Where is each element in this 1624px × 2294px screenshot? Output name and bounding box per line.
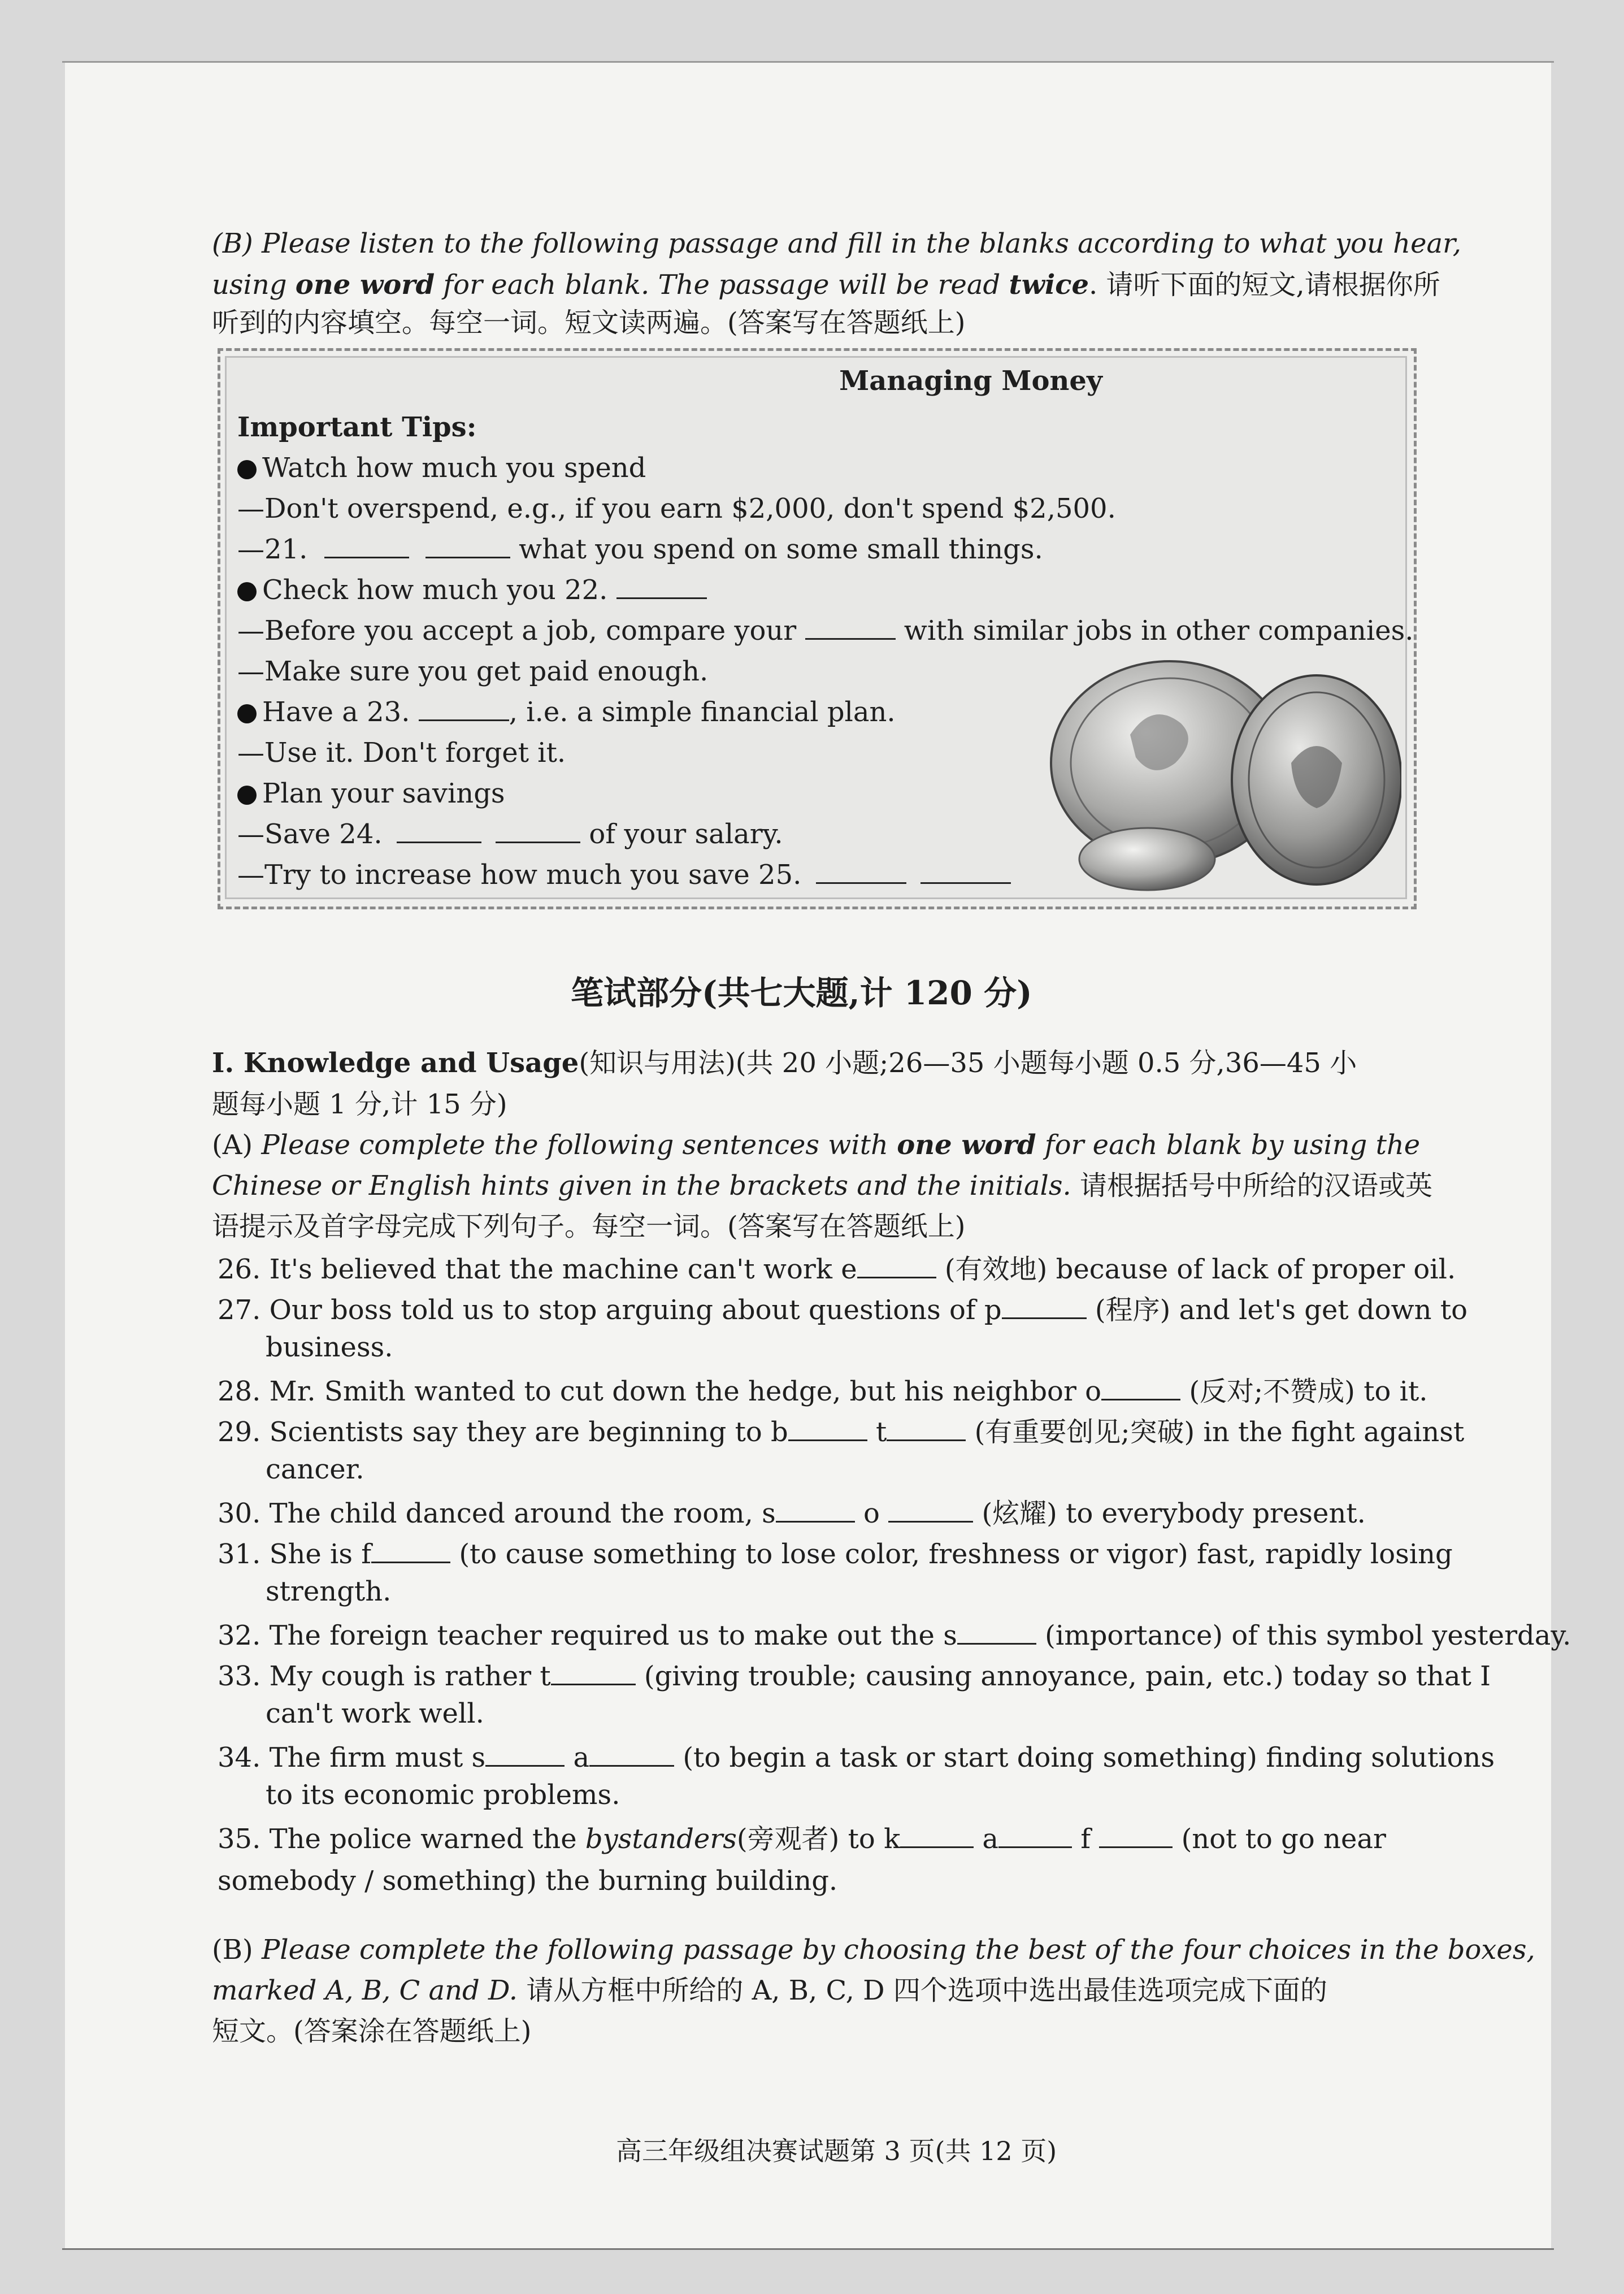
text: a	[573, 1742, 590, 1773]
answer-blank[interactable]	[920, 861, 1011, 884]
answer-blank[interactable]	[1002, 1296, 1087, 1319]
question-31-cont: strength.	[266, 1576, 392, 1607]
answer-blank[interactable]	[1099, 1825, 1173, 1848]
text: (not to go near	[1181, 1823, 1386, 1855]
text: (旁观者) to k	[736, 1823, 901, 1855]
answer-blank[interactable]	[887, 1418, 966, 1441]
text: Check how much you 22.	[262, 574, 608, 606]
answer-blank[interactable]	[551, 1662, 636, 1685]
question-28	[218, 1371, 1428, 1412]
text: (giving trouble; causing annoyance, pain, etc.) today so that I	[644, 1660, 1491, 1692]
part1-a-instruction-line2	[212, 1165, 1433, 1206]
tip-line: —Use it. Don't forget it.	[237, 737, 566, 769]
bullet-icon	[237, 786, 257, 805]
question-26	[218, 1249, 1456, 1290]
answer-blank[interactable]	[616, 576, 707, 599]
question-31	[218, 1534, 1453, 1575]
answer-blank[interactable]	[324, 535, 409, 558]
text: bystanders	[585, 1823, 737, 1855]
text: 32. The foreign teacher required us to make out the s	[218, 1620, 957, 1651]
text: using	[212, 269, 296, 301]
answer-blank[interactable]	[485, 1744, 565, 1767]
text: (importance) of this symbol yesterday.	[1045, 1620, 1571, 1651]
text: what you spend on some small things.	[519, 534, 1043, 565]
text: 30. The child danced around the room, s	[218, 1498, 776, 1529]
text: 请从方框中所给的 A, B, C, D 四个选项中选出最佳选项完成下面的	[518, 1975, 1327, 2006]
answer-blank[interactable]	[371, 1540, 450, 1563]
tip-line	[237, 696, 896, 728]
question-33	[218, 1656, 1491, 1697]
text: 请根据括号中所给的汉语或英	[1071, 1170, 1433, 1202]
part-b-instruction-line1	[212, 1929, 1535, 1970]
answer-blank[interactable]	[957, 1621, 1036, 1645]
text: 33. My cough is rather t	[218, 1660, 551, 1692]
text: —21.	[237, 534, 308, 565]
text: o	[863, 1498, 880, 1529]
question-29	[218, 1412, 1465, 1452]
tip-line	[237, 534, 1043, 565]
text: —Try to increase how much you save 25.	[237, 859, 802, 891]
text: a	[982, 1823, 999, 1855]
text: . 请听下面的短文,请根据你所	[1089, 269, 1440, 301]
text: one word	[897, 1129, 1036, 1161]
part1-heading-line2: 题每小题 1 分,计 15 分)	[212, 1089, 507, 1120]
tip-line	[237, 818, 783, 850]
part1-a-instruction-line1	[212, 1125, 1421, 1165]
question-33-cont: can't work well.	[266, 1698, 484, 1729]
page-footer: 高三年级组决赛试题第 3 页(共 12 页)	[616, 2136, 1057, 2166]
tip-line	[237, 452, 646, 484]
text: Please complete the following passage by choosing the best of the four choices in the boxes,	[261, 1934, 1535, 1966]
question-27	[218, 1290, 1468, 1330]
question-34-cont: to its economic problems.	[266, 1779, 620, 1811]
bullet-icon	[237, 582, 257, 601]
answer-blank[interactable]	[888, 1499, 973, 1523]
text: twice	[1009, 269, 1089, 301]
text: (反对;不赞成) to it.	[1189, 1376, 1428, 1407]
text: one word	[295, 269, 435, 301]
text: 35. The police warned the	[218, 1823, 585, 1855]
listening-instruction-line2	[212, 264, 1440, 305]
answer-blank[interactable]	[776, 1499, 855, 1523]
text: 29. Scientists say they are beginning to b	[218, 1416, 788, 1448]
text: (炫耀) to everybody present.	[982, 1498, 1366, 1529]
text: 27. Our boss told us to stop arguing about questions of p	[218, 1294, 1002, 1326]
text: 26. It's believed that the machine can't work e	[218, 1254, 857, 1285]
text: 31. She is f	[218, 1538, 372, 1570]
question-32	[218, 1615, 1571, 1656]
text: marked A, B, C and D.	[212, 1975, 518, 2006]
question-27-cont: business.	[266, 1332, 393, 1363]
text: with similar jobs in other companies.	[904, 615, 1414, 647]
question-29-cont: cancer.	[266, 1454, 364, 1485]
tip-line: —Don't overspend, e.g., if you earn $2,000, don't spend $2,500.	[237, 493, 1116, 524]
part-b-instruction-line2	[212, 1970, 1413, 2011]
listening-instruction-line1: (B) Please listen to the following passage and fill in the blanks according to what you hear,	[212, 228, 1462, 259]
question-30	[218, 1493, 1413, 1534]
bullet-icon	[237, 704, 257, 723]
answer-blank[interactable]	[816, 861, 906, 884]
text: of your salary.	[589, 818, 783, 850]
text: Watch how much you spend	[262, 452, 646, 484]
part-b-instruction-line3: 短文。(答案涂在答题纸上)	[212, 2015, 532, 2047]
answer-blank[interactable]	[998, 1825, 1072, 1848]
text: 34. The firm must s	[218, 1742, 486, 1773]
text: I. Knowledge and Usage	[212, 1047, 579, 1079]
tip-line	[237, 615, 1414, 647]
tip-line	[237, 574, 707, 606]
text: —Before you accept a job, compare your	[237, 615, 797, 647]
answer-blank[interactable]	[900, 1825, 974, 1848]
text: Please complete the following sentences with	[261, 1129, 897, 1161]
text: (B)	[212, 1934, 262, 1966]
text: (有重要创见;突破) in the fight against	[974, 1416, 1465, 1448]
answer-blank[interactable]	[425, 535, 510, 558]
text: (A)	[212, 1129, 262, 1161]
answer-blank[interactable]	[419, 698, 509, 721]
text: Plan your savings	[262, 778, 505, 809]
text: f	[1080, 1823, 1091, 1855]
answer-blank[interactable]	[857, 1255, 936, 1278]
part1-a-instruction-line3: 语提示及首字母完成下列句子。每空一词。(答案写在答题纸上)	[212, 1211, 966, 1242]
text: t	[876, 1416, 887, 1448]
text: for each blank. The passage will be read	[435, 269, 1009, 301]
tip-line: —Make sure you get paid enough.	[237, 656, 709, 687]
part1-heading	[212, 1043, 1413, 1083]
question-34	[218, 1737, 1495, 1778]
tip-line	[237, 859, 1011, 891]
listening-instruction-line3: 听到的内容填空。每空一词。短文读两遍。(答案写在答题纸上)	[212, 307, 966, 339]
box-title: Managing Money	[839, 365, 1102, 397]
answer-blank[interactable]	[496, 820, 580, 843]
text: (有效地) because of lack of proper oil.	[944, 1254, 1456, 1285]
text: (知识与用法)(共 20 小题;26—35 小题每小题 0.5 分,36—45 小	[579, 1047, 1357, 1079]
text: (程序) and let's get down to	[1095, 1294, 1468, 1326]
answer-blank[interactable]	[805, 617, 896, 640]
written-section-title: 笔试部分(共七大题,计 120 分)	[571, 974, 1032, 1012]
answer-blank[interactable]	[788, 1418, 867, 1441]
text: (to begin a task or start doing something) finding solutions	[683, 1742, 1495, 1773]
text: , i.e. a simple financial plan.	[509, 696, 896, 728]
text: Have a 23.	[262, 696, 410, 728]
text: Chinese or English hints given in the brackets and the initials.	[212, 1170, 1071, 1202]
bullet-icon	[237, 460, 257, 479]
text: 28. Mr. Smith wanted to cut down the hedge, but his neighbor o	[218, 1376, 1102, 1407]
answer-blank[interactable]	[1101, 1377, 1180, 1400]
coins-illustration	[1034, 650, 1401, 893]
question-35	[218, 1819, 1413, 1859]
text: (to cause something to lose color, freshness or vigor) fast, rapidly losing	[459, 1538, 1453, 1570]
tip-line	[237, 778, 505, 809]
box-subtitle: Important Tips:	[237, 411, 477, 443]
answer-blank[interactable]	[397, 820, 481, 843]
question-35-cont: somebody / something) the burning building.	[218, 1865, 838, 1897]
text: for each blank by using the	[1036, 1129, 1421, 1161]
text: —Save 24.	[237, 818, 383, 850]
answer-blank[interactable]	[589, 1744, 674, 1767]
